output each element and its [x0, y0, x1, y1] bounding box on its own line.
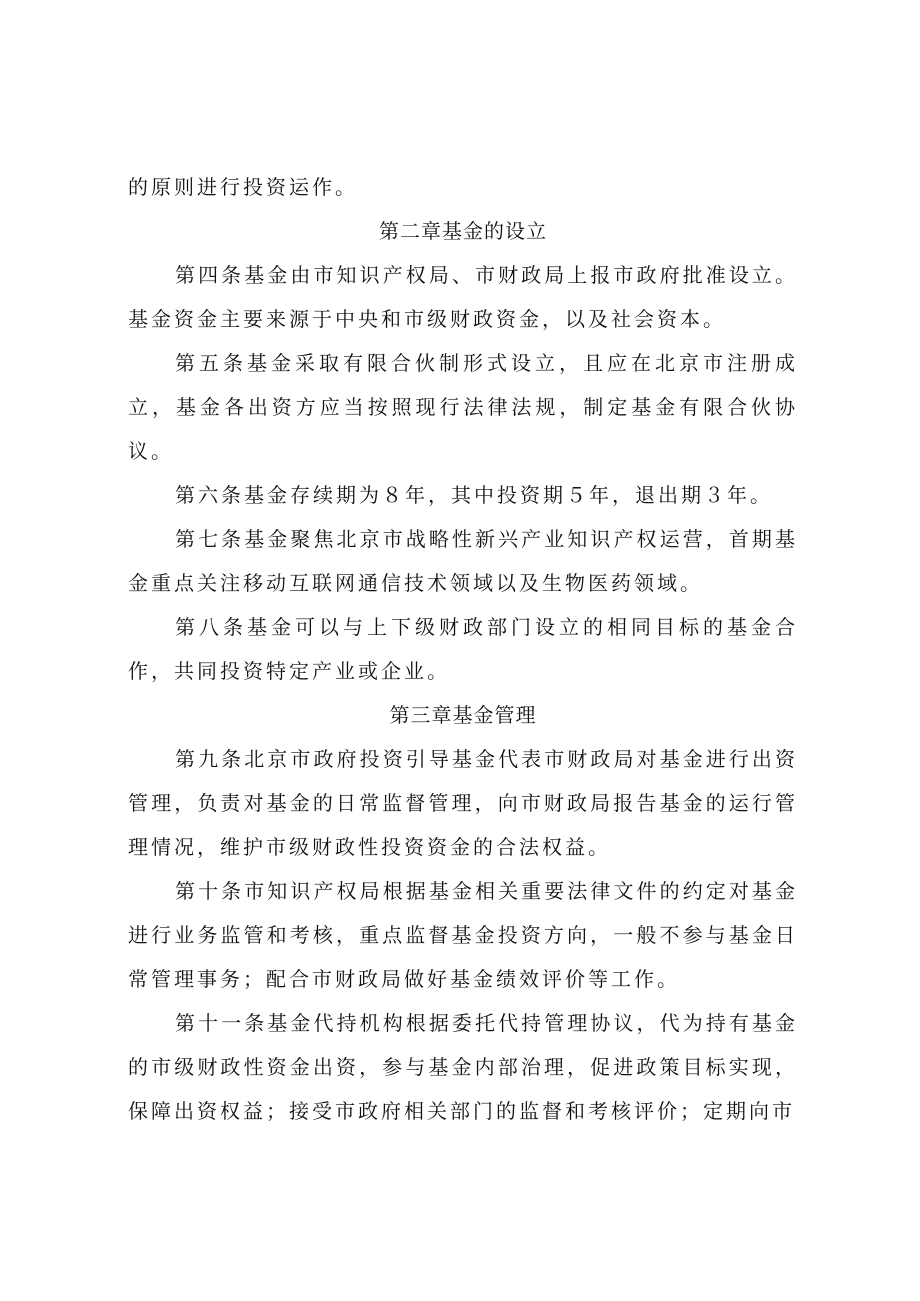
- article-8: 第八条基金可以与上下级财政部门设立的相同目标的基金合作，共同投资特定产业或企业。: [128, 615, 798, 683]
- article-10: 第十条市知识产权局根据基金相关重要法律文件的约定对基金进行业务监管和考核，重点监督基金投资方向，一般不参与基金日常管理事务；配合市财政局做好基金绩效评价等工作。: [128, 879, 798, 991]
- document-body: [128, 165, 798, 1133]
- continuation-text: 的原则进行投资运作。: [128, 175, 358, 199]
- chapter-heading-3: 第三章基金管理: [389, 703, 537, 727]
- article-5: 第五条基金采取有限合伙制形式设立，且应在北京市注册成立，基金各出资方应当按照现行法律法规，制定基金有限合伙协议。: [128, 351, 798, 463]
- chapter-heading-2: 第二章基金的设立: [379, 219, 547, 243]
- article-9: 第九条北京市政府投资引导基金代表市财政局对基金进行出资管理，负责对基金的日常监督管理，向市财政局报告基金的运行管理情况，维护市级财政性投资资金的合法权益。: [128, 747, 798, 859]
- article-6: 第六条基金存续期为８年，其中投资期５年，退出期３年。: [175, 483, 773, 507]
- article-4: 第四条基金由市知识产权局、市财政局上报市政府批准设立。基金资金主要来源于中央和市级财政资金，以及社会资本。: [128, 263, 798, 331]
- article-7: 第七条基金聚焦北京市战略性新兴产业知识产权运营，首期基金重点关注移动互联网通信技术领域以及生物医药领域。: [128, 527, 798, 595]
- article-11: 第十一条基金代持机构根据委托代持管理协议，代为持有基金的市级财政性资金出资，参与基金内部治理，促进政策目标实现，保障出资权益；接受市政府相关部门的监督和考核评价；定期向市: [128, 1011, 798, 1123]
